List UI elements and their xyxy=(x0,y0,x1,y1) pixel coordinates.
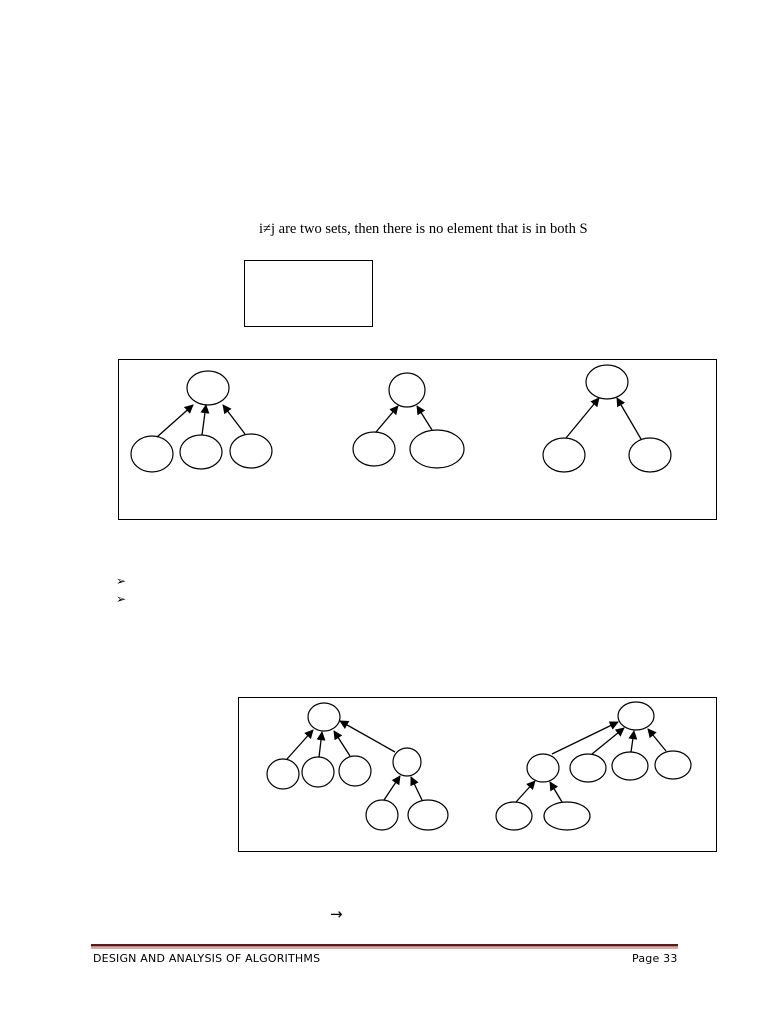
body-sentence: i≠j are two sets, then there is no element that is in both S xyxy=(259,221,588,237)
tree-subroot-node xyxy=(393,748,421,776)
edge-arrow xyxy=(384,776,400,800)
tree-root-node xyxy=(187,371,229,405)
tree-1 xyxy=(131,371,272,472)
tree-grandchild-node xyxy=(544,802,590,830)
edge-arrow xyxy=(617,398,641,439)
edge-arrow xyxy=(516,781,535,802)
page-number: Page 33 xyxy=(632,952,678,965)
tree-child-node xyxy=(612,752,648,780)
edge-arrow xyxy=(566,398,599,438)
footer-title: DESIGN AND ANALYSIS OF ALGORITHMS xyxy=(93,952,321,965)
bullet-marker: ➢ xyxy=(116,592,127,606)
tree-child-node xyxy=(570,754,606,782)
tree-root-node xyxy=(308,703,340,731)
tree-child-node xyxy=(180,435,222,469)
footer-rule-thick xyxy=(91,944,678,947)
edge-arrow xyxy=(550,782,562,802)
tree-child-node xyxy=(410,430,464,468)
edge-arrow xyxy=(334,731,350,756)
tree-grandchild-node xyxy=(496,802,532,830)
edge-arrow xyxy=(411,777,422,800)
edge-arrow xyxy=(648,729,666,751)
footer-rule-thin xyxy=(91,948,678,949)
tree-child-node xyxy=(655,751,691,779)
edge-arrow xyxy=(376,406,398,432)
edge-arrow xyxy=(202,405,206,435)
tree-root-node xyxy=(389,373,425,407)
edge-arrow xyxy=(340,721,395,752)
tree-root-node xyxy=(586,365,628,399)
tree-2 xyxy=(353,373,464,468)
edge-arrow xyxy=(319,732,322,757)
tree-child-node xyxy=(131,436,173,472)
union-tree-left xyxy=(267,703,448,830)
edge-arrow xyxy=(631,731,634,752)
edge-arrow xyxy=(157,405,193,437)
tree-grandchild-node xyxy=(408,800,448,830)
edge-arrow xyxy=(552,722,618,754)
edge-arrow xyxy=(287,730,313,759)
arrow-glyph: → xyxy=(330,905,343,923)
tree-child-node xyxy=(302,757,334,787)
tree-root-node xyxy=(618,702,654,730)
tree-child-node xyxy=(629,438,671,472)
tree-child-node xyxy=(230,434,272,468)
tree-child-node xyxy=(339,756,371,786)
tree-child-node xyxy=(267,759,299,789)
tree-3 xyxy=(543,365,671,472)
tree-grandchild-node xyxy=(366,800,398,830)
edge-arrow xyxy=(417,406,432,430)
tree-child-node xyxy=(353,432,395,466)
bullet-marker: ➢ xyxy=(116,574,127,588)
tree-child-node xyxy=(543,438,585,472)
edge-arrow xyxy=(223,405,245,434)
union-tree-right xyxy=(496,702,691,830)
tree-subroot-node xyxy=(527,754,559,782)
